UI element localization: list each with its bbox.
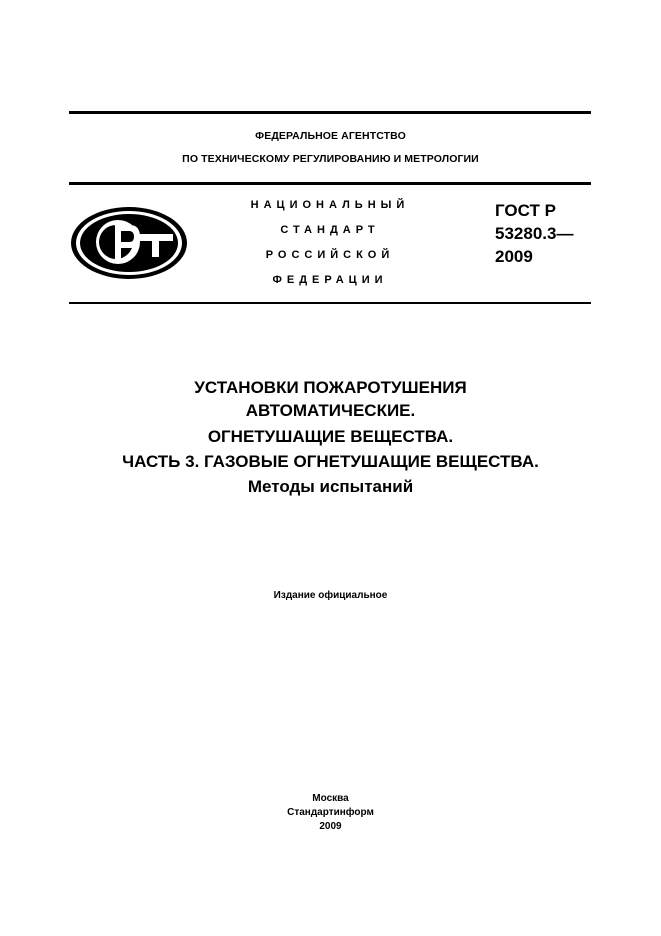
document-subtitle: Методы испытаний <box>247 477 414 496</box>
middle-rule <box>69 182 591 185</box>
standard-code-line: 2009 <box>495 247 533 266</box>
standard-code-line: 53280.3— <box>495 224 574 243</box>
bottom-rule <box>69 302 591 304</box>
top-rule <box>69 111 591 114</box>
imprint-city: Москва <box>312 793 349 804</box>
imprint-year: 2009 <box>319 821 342 832</box>
imprint-publisher: Стандартинформ <box>287 807 374 818</box>
national-standard-line: ФЕДЕРАЦИИ <box>272 274 388 286</box>
document-title-line: АВТОМАТИЧЕСКИЕ. <box>245 401 416 420</box>
document-title-line: ЧАСТЬ 3. ГАЗОВЫЕ ОГНЕТУШАЩИЕ ВЕЩЕСТВА. <box>122 452 539 471</box>
national-standard-line: СТАНДАРТ <box>280 224 380 236</box>
national-standard-line: НАЦИОНАЛЬНЫЙ <box>250 199 410 211</box>
standard-code-line: ГОСТ Р <box>495 201 556 220</box>
agency-line-2: ПО ТЕХНИЧЕСКОМУ РЕГУЛИРОВАНИЮ И МЕТРОЛОГИИ <box>182 153 479 165</box>
rst-certification-mark-icon <box>68 204 190 282</box>
document-title-line: УСТАНОВКИ ПОЖАРОТУШЕНИЯ <box>194 378 467 397</box>
document-title-line: ОГНЕТУШАЩИЕ ВЕЩЕСТВА. <box>207 427 454 446</box>
edition-note: Издание официальное <box>273 590 388 601</box>
agency-line-1: ФЕДЕРАЛЬНОЕ АГЕНТСТВО <box>255 130 406 142</box>
national-standard-line: РОССИЙСКОЙ <box>265 249 395 261</box>
